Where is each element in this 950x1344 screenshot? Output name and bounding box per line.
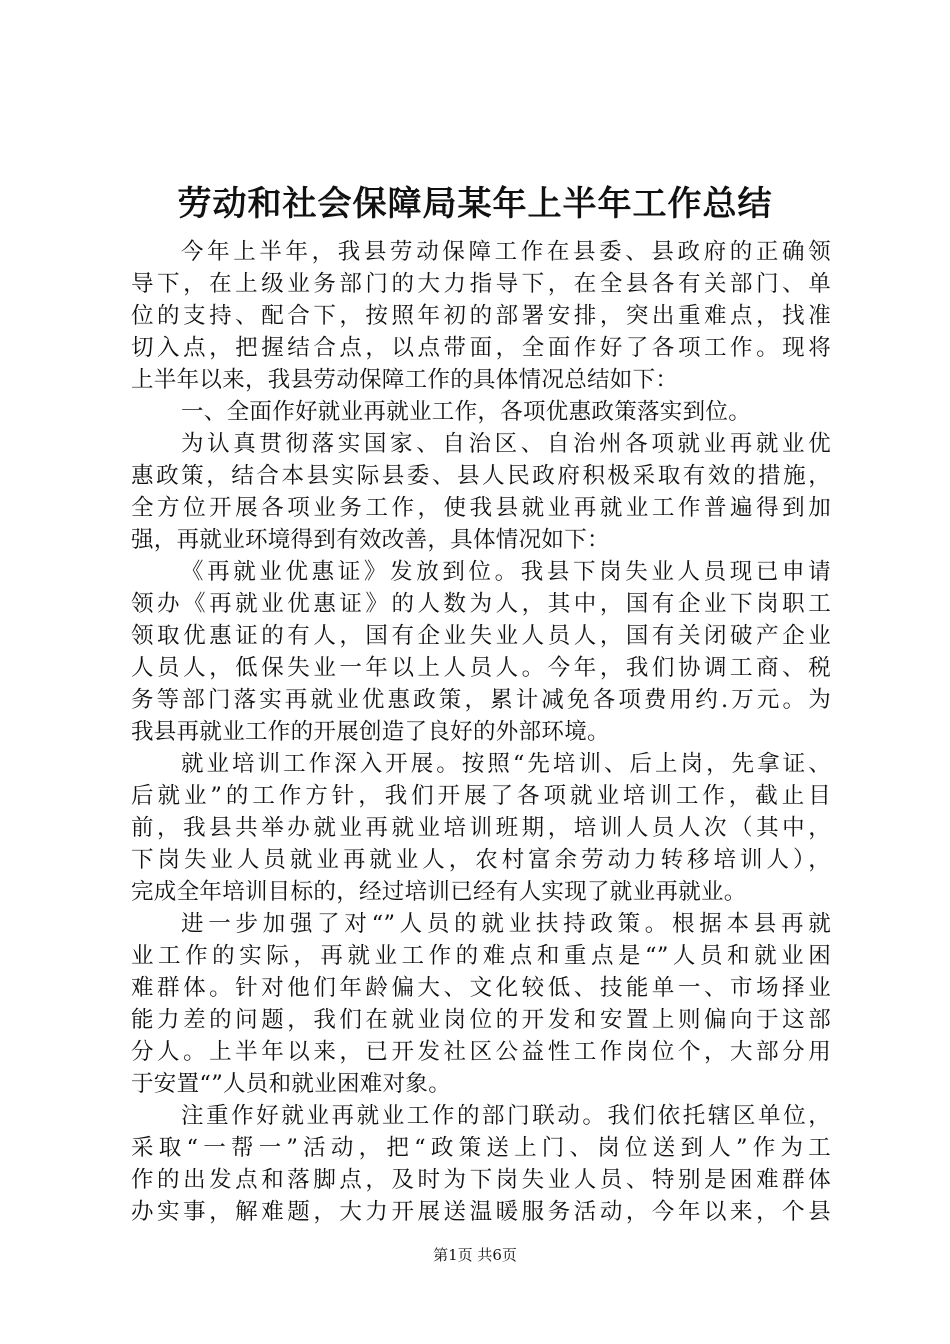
document-body <box>131 236 831 1228</box>
body-line: 办实事，解难题，大力开展送温暖服务活动，今年以来，个县 <box>131 1199 831 1225</box>
body-line: 强，再就业环境得到有效改善，具体情况如下： <box>131 527 610 553</box>
body-line: 后就业”的工作方针，我们开展了各项就业培训工作，截止目 <box>131 783 831 809</box>
body-line: 上半年以来，我县劳动保障工作的具体情况总结如下： <box>131 367 679 393</box>
body-line: 《再就业优惠证》发放到位。我县下岗失业人员现已申请 <box>181 559 831 585</box>
body-line: 领取优惠证的有人，国有企业失业人员人，国有关闭破产企业 <box>131 623 831 649</box>
body-line: 人员人，低保失业一年以上人员人。今年，我们协调工商、税 <box>131 655 831 681</box>
body-line: 一、全面作好就业再就业工作，各项优惠政策落实到位。 <box>181 399 752 425</box>
body-line: 难群体。针对他们年龄偏大、文化较低、技能单一、市场择业 <box>131 975 831 1001</box>
document-title: 劳动和社会保障局某年上半年工作总结 <box>177 184 773 224</box>
body-line: 今年上半年，我县劳动保障工作在县委、县政府的正确领 <box>181 239 831 265</box>
body-line: 前，我县共举办就业再就业培训班期，培训人员人次（其中， <box>131 815 831 841</box>
body-line: 领办《再就业优惠证》的人数为人，其中，国有企业下岗职工 <box>131 591 831 617</box>
body-line: 注重作好就业再就业工作的部门联动。我们依托辖区单位， <box>181 1103 831 1129</box>
body-line: 能力差的问题，我们在就业岗位的开发和安置上则偏向于这部 <box>131 1007 831 1033</box>
body-line: 我县再就业工作的开展创造了良好的外部环境。 <box>131 719 610 745</box>
body-line: 作的出发点和落脚点，及时为下岗失业人员、特别是困难群体 <box>131 1167 831 1193</box>
body-line: 完成全年培训目标的，经过培训已经有人实现了就业再就业。 <box>131 879 747 905</box>
body-line: 惠政策，结合本县实际县委、县人民政府积极采取有效的措施， <box>131 463 831 489</box>
body-line: 导下，在上级业务部门的大力指导下，在全县各有关部门、单 <box>131 271 831 297</box>
body-line: 位的支持、配合下，按照年初的部署安排，突出重难点，找准 <box>131 303 831 329</box>
body-line: 全方位开展各项业务工作，使我县就业再就业工作普遍得到加 <box>131 495 831 521</box>
body-line: 务等部门落实再就业优惠政策，累计减免各项费用约.万元。为 <box>131 687 831 713</box>
page-footer: 第1页 共6页 <box>433 1246 517 1264</box>
body-line: 进一步加强了对“”人员的就业扶持政策。根据本县再就 <box>181 911 831 937</box>
body-line: 采取“一帮一”活动，把“政策送上门、岗位送到人”作为工 <box>131 1135 831 1161</box>
body-line: 业工作的实际，再就业工作的难点和重点是“”人员和就业困 <box>131 943 831 969</box>
body-line: 于安置“”人员和就业困难对象。 <box>131 1071 452 1097</box>
body-line: 下岗失业人员就业再就业人，农村富余劳动力转移培训人）， <box>131 847 831 873</box>
body-line: 切入点，把握结合点，以点带面，全面作好了各项工作。现将 <box>131 335 831 361</box>
body-line: 分人。上半年以来，已开发社区公益性工作岗位个，大部分用 <box>131 1039 831 1065</box>
body-line: 就业培训工作深入开展。按照“先培训、后上岗，先拿证、 <box>181 751 831 777</box>
body-line: 为认真贯彻落实国家、自治区、自治州各项就业再就业优 <box>181 431 831 457</box>
